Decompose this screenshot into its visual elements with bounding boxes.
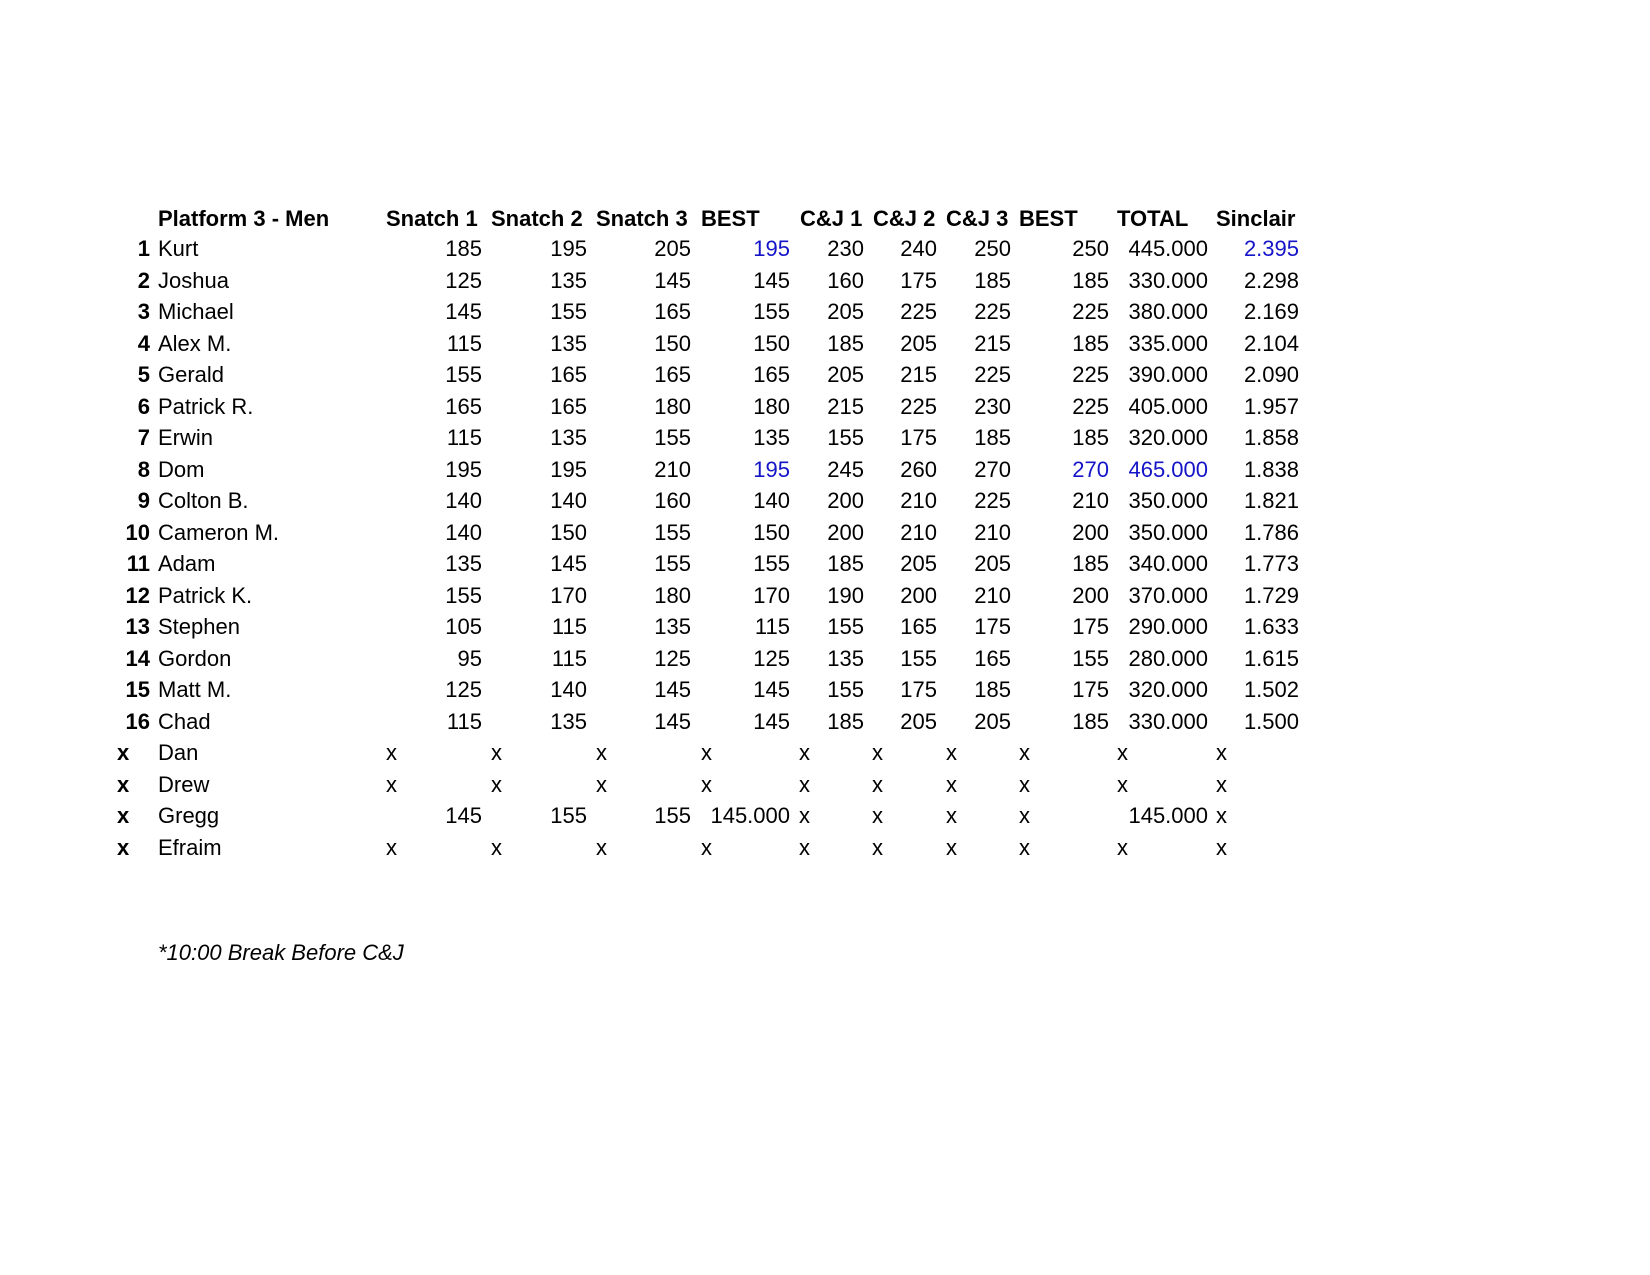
score-cell: 105 — [445, 614, 482, 639]
score-cell: 140 — [445, 488, 482, 513]
rank: 11 — [126, 551, 150, 576]
score-cell: 210 — [974, 519, 1011, 545]
score-cell: 185 — [1072, 708, 1109, 734]
score-cell: 270 — [1072, 456, 1109, 482]
score-cell: 155 — [654, 425, 691, 450]
score-cell: 160 — [654, 488, 691, 513]
score-cell: x — [491, 834, 502, 860]
score-cell: 155 — [900, 645, 937, 671]
score-cell: 140 — [753, 488, 790, 513]
rank: 2 — [137, 267, 150, 293]
score-cell: 115 — [446, 425, 482, 450]
score-cell: x — [596, 834, 607, 860]
score-cell: x — [872, 771, 883, 797]
score-cell: 180 — [654, 582, 691, 608]
score-cell: x — [386, 740, 397, 765]
score-cell: 135 — [550, 425, 587, 450]
score-cell: x — [701, 740, 712, 765]
score-cell: x — [946, 834, 957, 860]
athlete-name: Kurt — [158, 236, 199, 261]
rank: 15 — [125, 677, 150, 702]
score-cell: 215 — [827, 393, 864, 419]
score-cell: 230 — [974, 393, 1011, 419]
rank: 12 — [125, 582, 150, 608]
athlete-name: Matt M. — [158, 677, 232, 702]
score-cell: 140 — [445, 519, 482, 545]
score-cell: 155 — [654, 551, 691, 576]
score-cell: 200 — [827, 488, 864, 513]
athlete-name: Dom — [158, 456, 205, 482]
score-cell: x — [701, 834, 712, 860]
score-cell: 195 — [753, 236, 790, 261]
score-cell: 135 — [445, 551, 482, 576]
score-cell: 135 — [753, 425, 790, 450]
rank: 7 — [137, 425, 150, 450]
athlete-name: Stephen — [158, 614, 240, 639]
score-cell: 180 — [654, 393, 691, 419]
score-cell: 335.000 — [1128, 330, 1208, 356]
score-cell: 330.000 — [1128, 708, 1208, 734]
score-cell: x — [799, 834, 810, 860]
score-cell: 150 — [654, 330, 691, 356]
score-cell: 165 — [654, 362, 691, 387]
score-cell: 185 — [974, 425, 1011, 450]
score-cell: 205 — [900, 551, 937, 576]
athlete-name: Joshua — [158, 267, 229, 293]
score-cell: 215 — [900, 362, 937, 387]
score-cell: 195 — [753, 456, 790, 482]
score-cell: 195 — [550, 236, 587, 261]
rank: x — [117, 803, 130, 828]
score-cell: 260 — [900, 456, 937, 482]
score-cell: x — [799, 771, 810, 797]
athlete-name: Gregg — [158, 803, 220, 828]
score-cell: 175 — [974, 614, 1011, 639]
score-cell: 125 — [654, 645, 691, 671]
score-cell: 155 — [550, 299, 587, 324]
score-cell: x — [799, 803, 810, 828]
score-cell: 150 — [550, 519, 587, 545]
score-cell: 115 — [551, 645, 587, 671]
score-cell: 465.000 — [1128, 456, 1208, 482]
athlete-name: Gordon — [158, 645, 232, 671]
score-cell: 210 — [900, 519, 937, 545]
score-cell: x — [386, 771, 397, 797]
rank: 9 — [137, 488, 150, 513]
score-cell: 115 — [446, 708, 482, 734]
score-cell: x — [596, 740, 607, 765]
score-cell: 185 — [974, 267, 1011, 293]
score-cell: 155 — [827, 425, 864, 450]
score-cell: 115 — [754, 614, 790, 639]
score-cell: 145 — [753, 708, 790, 734]
score-cell: 205 — [654, 236, 691, 261]
score-cell: 1.773 — [1243, 551, 1299, 576]
score-cell: 165 — [753, 362, 790, 387]
score-cell: x — [491, 740, 502, 765]
score-cell: 165 — [654, 299, 691, 324]
score-cell: 155 — [753, 299, 790, 324]
score-cell: 205 — [900, 708, 937, 734]
score-cell: 145 — [654, 708, 691, 734]
score-cell: 210 — [974, 582, 1011, 608]
score-cell: 215 — [974, 330, 1011, 356]
rank: 14 — [125, 645, 150, 671]
score-cell: 185 — [827, 330, 864, 356]
score-cell: 350.000 — [1128, 488, 1208, 513]
score-cell: 1.729 — [1243, 582, 1299, 608]
score-cell: 165 — [550, 393, 587, 419]
score-cell: 270 — [974, 456, 1011, 482]
column-header: C&J 3 — [946, 206, 1009, 231]
athlete-name: Gerald — [158, 362, 225, 387]
score-cell: 145 — [654, 267, 691, 293]
rank: 1 — [137, 236, 150, 261]
score-cell: 320.000 — [1128, 425, 1208, 450]
score-cell: 225 — [974, 362, 1011, 387]
score-cell: 1.786 — [1243, 519, 1299, 545]
score-cell: 225 — [974, 299, 1011, 324]
rank: 8 — [137, 456, 150, 482]
score-cell: 195 — [445, 456, 482, 482]
score-cell: 155 — [550, 803, 587, 828]
score-cell: 185 — [1072, 267, 1109, 293]
score-cell: 155 — [1072, 645, 1109, 671]
score-cell: 155 — [654, 803, 691, 828]
score-cell: 165 — [550, 362, 587, 387]
score-cell: 190 — [827, 582, 864, 608]
score-cell: x — [1117, 771, 1128, 797]
score-cell: 405.000 — [1128, 393, 1208, 419]
score-cell: 155 — [445, 582, 482, 608]
score-cell: 150 — [753, 519, 790, 545]
score-cell: 175 — [1072, 677, 1109, 702]
score-cell: 1.502 — [1243, 677, 1299, 702]
score-cell: x — [1216, 771, 1227, 797]
score-cell: 370.000 — [1128, 582, 1208, 608]
score-cell: 205 — [900, 330, 937, 356]
score-cell: 390.000 — [1128, 362, 1208, 387]
score-cell: 340.000 — [1128, 551, 1208, 576]
score-cell: 145 — [654, 677, 691, 702]
score-cell: 1.500 — [1243, 708, 1299, 734]
score-cell: 210 — [900, 488, 937, 513]
score-cell: 205 — [827, 299, 864, 324]
rank: 13 — [125, 614, 150, 639]
rank: x — [117, 771, 130, 797]
score-cell: 1.615 — [1243, 645, 1299, 671]
score-cell: 145.000 — [710, 803, 790, 828]
score-cell: 210 — [654, 456, 691, 482]
score-cell: 250 — [974, 236, 1011, 261]
score-cell: 140 — [550, 677, 587, 702]
score-cell: 165 — [900, 614, 937, 639]
score-cell: 145 — [753, 677, 790, 702]
score-cell: 155 — [827, 677, 864, 702]
rank: 6 — [137, 393, 150, 419]
score-cell: 1.821 — [1243, 488, 1299, 513]
score-cell: 135 — [827, 645, 864, 671]
score-cell: x — [596, 771, 607, 797]
athlete-name: Colton B. — [158, 488, 249, 513]
score-cell: 225 — [900, 299, 937, 324]
score-cell: 225 — [1072, 362, 1109, 387]
score-cell: 205 — [974, 551, 1011, 576]
athlete-name: Erwin — [158, 425, 214, 450]
score-cell: 380.000 — [1128, 299, 1208, 324]
score-cell: 2.104 — [1243, 330, 1299, 356]
score-cell: 125 — [753, 645, 790, 671]
athlete-name: Patrick R. — [158, 393, 254, 419]
score-cell: 445.000 — [1128, 236, 1208, 261]
athlete-name: Alex M. — [158, 330, 232, 356]
score-cell: x — [701, 771, 712, 797]
score-cell: 185 — [827, 551, 864, 576]
score-cell: 185 — [1072, 330, 1109, 356]
athlete-name: Dan — [158, 740, 199, 765]
athlete-name: Adam — [158, 551, 216, 576]
score-cell: 2.395 — [1243, 236, 1299, 261]
athlete-name: Michael — [158, 299, 234, 324]
rank: x — [117, 740, 130, 765]
column-header: Sinclair — [1216, 206, 1296, 231]
column-header: C&J 1 — [800, 206, 863, 231]
score-cell: 245 — [827, 456, 864, 482]
score-cell: 2.090 — [1243, 362, 1299, 387]
score-cell: 165 — [974, 645, 1011, 671]
column-header: Snatch 2 — [491, 206, 583, 231]
score-cell: 175 — [1072, 614, 1109, 639]
score-cell: 230 — [827, 236, 864, 261]
score-cell: 320.000 — [1128, 677, 1208, 702]
score-cell: 155 — [445, 362, 482, 387]
score-cell: 225 — [974, 488, 1011, 513]
score-cell: x — [386, 834, 397, 860]
score-cell: 185 — [1072, 551, 1109, 576]
score-cell: 115 — [551, 614, 587, 639]
break-note: *10:00 Break Before C&J — [158, 940, 404, 965]
score-cell: 205 — [974, 708, 1011, 734]
score-cell: 135 — [654, 614, 691, 639]
score-cell: 2.169 — [1243, 299, 1299, 324]
score-cell: x — [1117, 834, 1128, 860]
score-cell: 170 — [550, 582, 587, 608]
score-cell: x — [946, 771, 957, 797]
score-cell: x — [872, 803, 883, 828]
score-cell: 205 — [827, 362, 864, 387]
score-cell: 225 — [1072, 299, 1109, 324]
score-cell: 160 — [827, 267, 864, 293]
score-cell: 135 — [550, 267, 587, 293]
score-cell: 200 — [827, 519, 864, 545]
score-cell: 185 — [445, 236, 482, 261]
score-cell: x — [1019, 834, 1030, 860]
score-cell: 185 — [974, 677, 1011, 702]
score-cell: 145 — [550, 551, 587, 576]
score-cell: 155 — [827, 614, 864, 639]
score-cell: 185 — [1072, 425, 1109, 450]
athlete-name: Efraim — [158, 834, 222, 860]
athlete-name: Patrick K. — [158, 582, 253, 608]
score-cell: x — [1216, 834, 1227, 860]
athlete-name: Cameron M. — [158, 519, 280, 545]
score-cell: x — [1019, 803, 1030, 828]
column-header: BEST — [701, 206, 760, 231]
score-cell: x — [872, 740, 883, 765]
score-cell: 170 — [753, 582, 790, 608]
score-cell: 195 — [550, 456, 587, 482]
score-cell: 225 — [1072, 393, 1109, 419]
score-cell: 175 — [900, 425, 937, 450]
score-cell: x — [799, 740, 810, 765]
rank: 4 — [137, 330, 150, 356]
score-cell: 210 — [1072, 488, 1109, 513]
score-cell: x — [872, 834, 883, 860]
score-cell: 200 — [900, 582, 937, 608]
score-cell: 280.000 — [1128, 645, 1208, 671]
athlete-name: Drew — [158, 771, 210, 797]
score-cell: x — [946, 803, 957, 828]
score-cell: x — [1216, 740, 1227, 765]
table-title: Platform 3 - Men — [158, 206, 330, 231]
score-cell: 145.000 — [1128, 803, 1208, 828]
score-cell: 95 — [457, 645, 482, 671]
score-cell: 165 — [445, 393, 482, 419]
score-cell: 135 — [550, 708, 587, 734]
score-cell: 145 — [753, 267, 790, 293]
score-cell: 125 — [445, 267, 482, 293]
score-cell: 185 — [827, 708, 864, 734]
column-header: Snatch 3 — [596, 206, 688, 231]
score-cell: x — [1019, 740, 1030, 765]
score-cell: 1.633 — [1243, 614, 1299, 639]
rank: 16 — [125, 708, 150, 734]
column-header: TOTAL — [1117, 206, 1189, 231]
athlete-name: Chad — [158, 708, 211, 734]
score-cell: 155 — [753, 551, 790, 576]
score-cell: 140 — [550, 488, 587, 513]
score-cell: 1.858 — [1243, 425, 1299, 450]
score-cell: 135 — [550, 330, 587, 356]
score-cell: 200 — [1072, 519, 1109, 545]
score-cell: 125 — [445, 677, 482, 702]
rank: x — [117, 834, 130, 860]
score-cell: 290.000 — [1128, 614, 1208, 639]
score-cell: x — [946, 740, 957, 765]
score-cell: 150 — [753, 330, 790, 356]
score-cell: 115 — [446, 330, 482, 356]
score-cell: 200 — [1072, 582, 1109, 608]
score-cell: x — [491, 771, 502, 797]
column-header: BEST — [1019, 206, 1078, 231]
score-cell: 1.838 — [1243, 456, 1299, 482]
column-header: Snatch 1 — [386, 206, 478, 231]
score-cell: x — [1019, 771, 1030, 797]
score-cell: 225 — [900, 393, 937, 419]
score-cell: 350.000 — [1128, 519, 1208, 545]
rank: 5 — [137, 362, 150, 387]
score-cell: 145 — [445, 803, 482, 828]
score-cell: 180 — [753, 393, 790, 419]
rank: 3 — [137, 299, 150, 324]
score-cell: 175 — [900, 677, 937, 702]
score-cell: 250 — [1072, 236, 1109, 261]
score-cell: 145 — [445, 299, 482, 324]
score-cell: 155 — [654, 519, 691, 545]
score-cell: 1.957 — [1243, 393, 1299, 419]
score-cell: 330.000 — [1128, 267, 1208, 293]
score-cell: 240 — [900, 236, 937, 261]
column-header: C&J 2 — [873, 206, 936, 231]
score-cell: 175 — [900, 267, 937, 293]
score-cell: x — [1216, 803, 1227, 828]
score-cell: x — [1117, 740, 1128, 765]
rank: 10 — [125, 519, 150, 545]
score-cell: 2.298 — [1243, 267, 1299, 293]
